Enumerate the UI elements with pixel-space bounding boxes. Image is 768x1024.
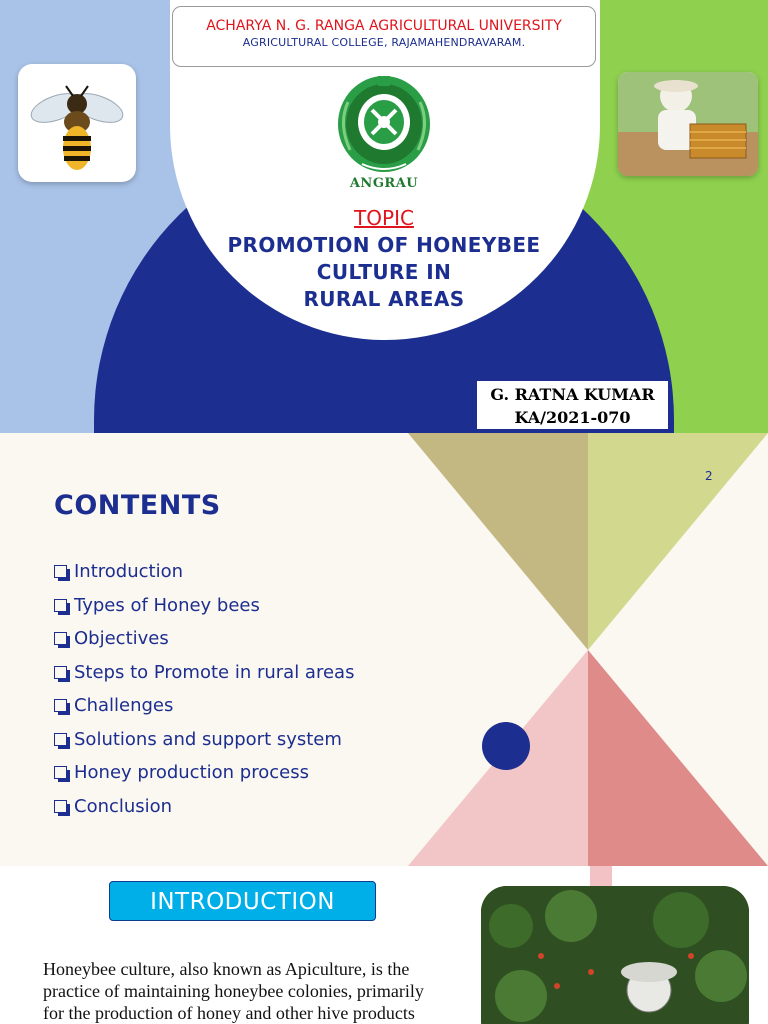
beekeeper-photo-icon xyxy=(618,72,758,176)
square-bullet-icon xyxy=(54,632,67,645)
topic-label: TOPIC xyxy=(354,206,414,230)
square-bullet-icon xyxy=(54,666,67,679)
honeybee-image xyxy=(18,64,136,182)
contents-slide xyxy=(0,433,768,866)
square-bullet-icon xyxy=(54,800,67,813)
list-item xyxy=(54,595,354,629)
college-name: AGRICULTURAL COLLEGE, RAJAMAHENDRAVARAM. xyxy=(242,36,526,49)
list-item-label: Conclusion xyxy=(74,795,173,817)
topic-title xyxy=(184,232,584,313)
logo-text: ANGRAU xyxy=(349,176,419,191)
page-number: 2 xyxy=(705,469,713,483)
pink-accent-shape xyxy=(590,866,612,888)
beekeeper-garden-image xyxy=(481,886,749,1024)
contents-heading: CONTENTS xyxy=(54,490,221,521)
topic-title-line: RURAL AREAS xyxy=(303,287,465,311)
introduction-heading-box: INTRODUCTION xyxy=(109,881,376,921)
list-item-label: Objectives xyxy=(74,628,169,649)
square-bullet-icon xyxy=(54,565,67,578)
square-bullet-icon xyxy=(54,699,67,712)
list-item xyxy=(54,762,354,796)
square-bullet-icon xyxy=(54,599,67,612)
list-item xyxy=(54,796,354,830)
introduction-text xyxy=(43,958,463,1024)
honeybee-icon xyxy=(18,64,136,182)
list-item xyxy=(54,561,354,595)
list-item-label: Types of Honey bees xyxy=(74,594,260,616)
list-item-label: Honey production process xyxy=(74,762,309,783)
contents-list xyxy=(54,561,354,829)
beekeeper-image xyxy=(618,72,758,176)
introduction-text-line: for the production of honey and other hive products xyxy=(43,1003,415,1023)
list-item-label: Solutions and support system xyxy=(74,728,342,750)
list-item xyxy=(54,662,354,696)
square-bullet-icon xyxy=(54,766,67,779)
list-item xyxy=(54,695,354,729)
list-item-label: Steps to Promote in rural areas xyxy=(74,661,355,683)
beekeeper-garden-photo-icon xyxy=(481,886,749,1024)
list-item xyxy=(54,628,354,662)
university-name: ACHARYA N. G. RANGA AGRICULTURAL UNIVERSITY xyxy=(206,18,562,34)
square-bullet-icon xyxy=(54,733,67,746)
university-header-box xyxy=(172,6,596,67)
emblem-icon xyxy=(328,72,440,176)
list-item xyxy=(54,729,354,763)
topic-title-line: CULTURE IN xyxy=(316,260,452,284)
author-id: KA/2021-070 xyxy=(514,408,631,427)
title-slide xyxy=(0,0,768,433)
author-info-box xyxy=(477,381,668,429)
university-logo xyxy=(328,72,440,194)
introduction-text-line: practice of maintaining honeybee colonies, primarily xyxy=(43,981,424,1001)
list-item-label: Challenges xyxy=(74,695,174,716)
topic-title-line: PROMOTION OF HONEYBEE xyxy=(227,233,541,257)
list-item-label: Introduction xyxy=(74,561,184,582)
author-name: G. RATNA KUMAR xyxy=(490,385,655,404)
introduction-slide xyxy=(0,866,768,1024)
introduction-text-line: Honeybee culture, also known as Apiculture, is the xyxy=(43,959,410,979)
